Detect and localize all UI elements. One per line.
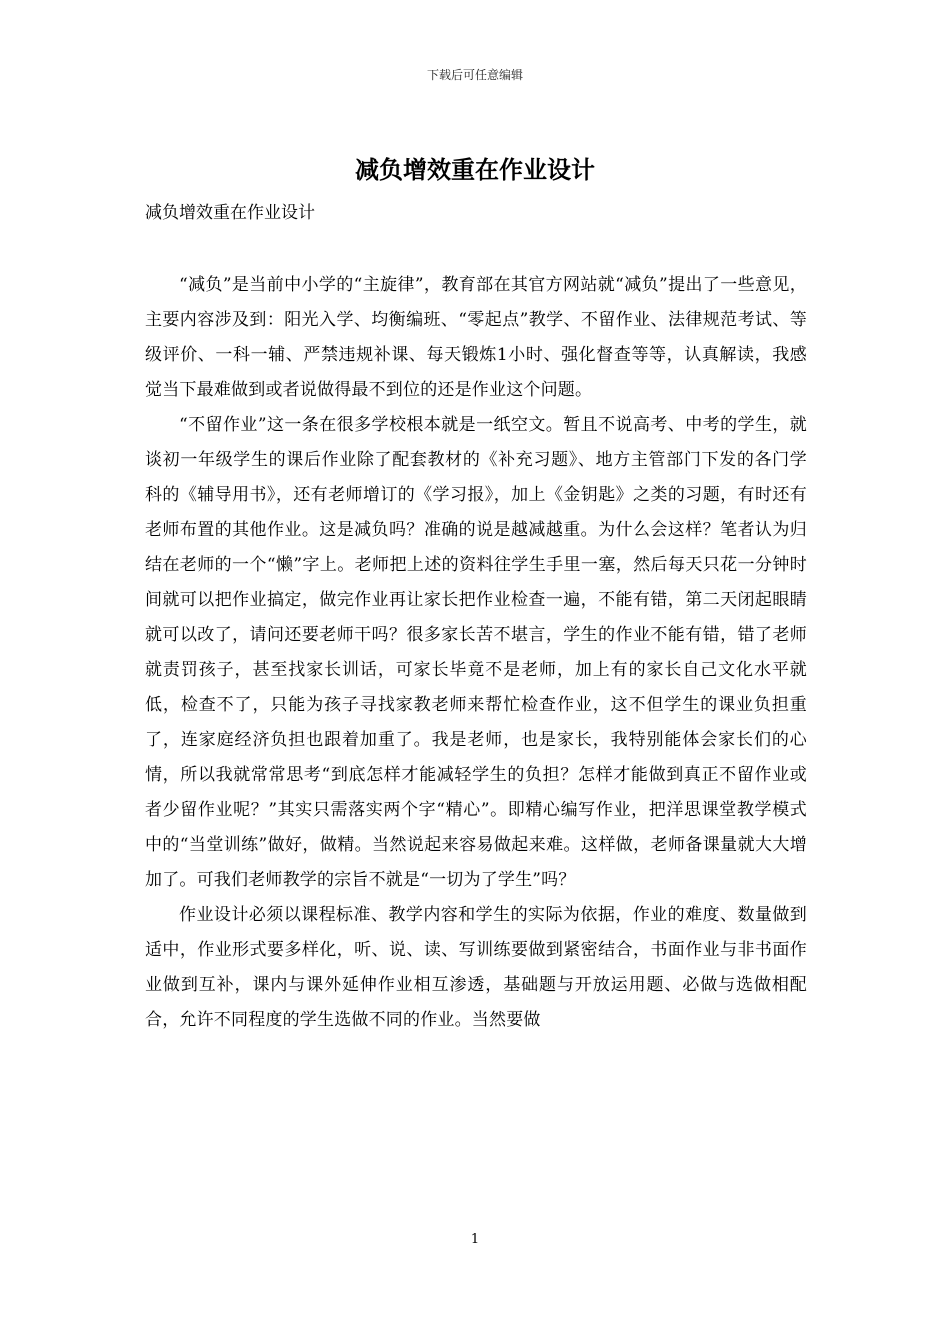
page-number: 1 — [470, 1232, 480, 1247]
paragraph-1: “减负”是当前中小学的“主旋律”，教育部在其官方网站就“减负”提出了一些意见，主要内容涉及到：阳光入学、均衡编班、“零起点”教学、不留作业、法律规范考试、等级评价、一科一辅、严禁违规补课、每天锻炼1小时、强化督查等等，认真解读，我感觉当下最难做到或者说做得最不到位的还是作业这个问题。 — [145, 275, 807, 400]
paragraph-2: “不留作业”这一条在很多学校根本就是一纸空文。暂且不说高考、中考的学生，就谈初一年级学生的课后作业除了配套教材的《补充习题》、地方主管部门下发的各门学科的《辅导用书》，还有老师增订的《学习报》，加上《金钥匙》之类的习题，有时还有老师布置的其他作业。这是减负吗？准确的说是越减越重。为什么会这样？笔者认为归结在老师的一个“懒”字上。老师把上述的资料往学生手里一塞，然后每天只花一分钟时间就可以把作业搞定，做完作业再让家长把作业检查一遍，不能有错，第二天闭起眼睛就可以改了，请问还要老师干吗？很多家长苦不堪言，学生的作业不能有错，错了老师就责罚孩子，甚至找家长训话，可家长毕竟不是老师，加上有的家长自己文化水平就低，检查不了，只能为孩子寻找家教老师来帮忙检查作业，这不但学生的课业负担重了，连家庭经济负担也跟着加重了。我是老师，也是家长，我特别能体会家长们的心情，所以我就常常思考“到底怎样才能减轻学生的负担？怎样才能做到真正不留作业或者少留作业呢？”其实只需落实两个字“精心”。即精心编写作业，把洋思课堂教学模式中的“当堂训练”做好，做精。当然说起来容易做起来难。这样做，老师备课量就大大增加了。可我们老师教学的宗旨不就是“一切为了学生”吗？ — [145, 415, 807, 890]
document-body — [145, 268, 807, 1038]
header-note: 下载后可任意编辑 — [426, 68, 523, 82]
document-subtitle: 减负增效重在作业设计 — [145, 203, 315, 223]
paragraph-3: 作业设计必须以课程标准、教学内容和学生的实际为依据，作业的难度、数量做到适中，作业形式要多样化，听、说、读、写训练要做到紧密结合，书面作业与非书面作业做到互补，课内与课外延伸作业相互渗透，基础题与开放运用题、必做与选做相配合，允许不同程度的学生选做不同的作业。当然要做 — [145, 905, 807, 1030]
document-title: 减负增效重在作业设计 — [355, 155, 595, 184]
